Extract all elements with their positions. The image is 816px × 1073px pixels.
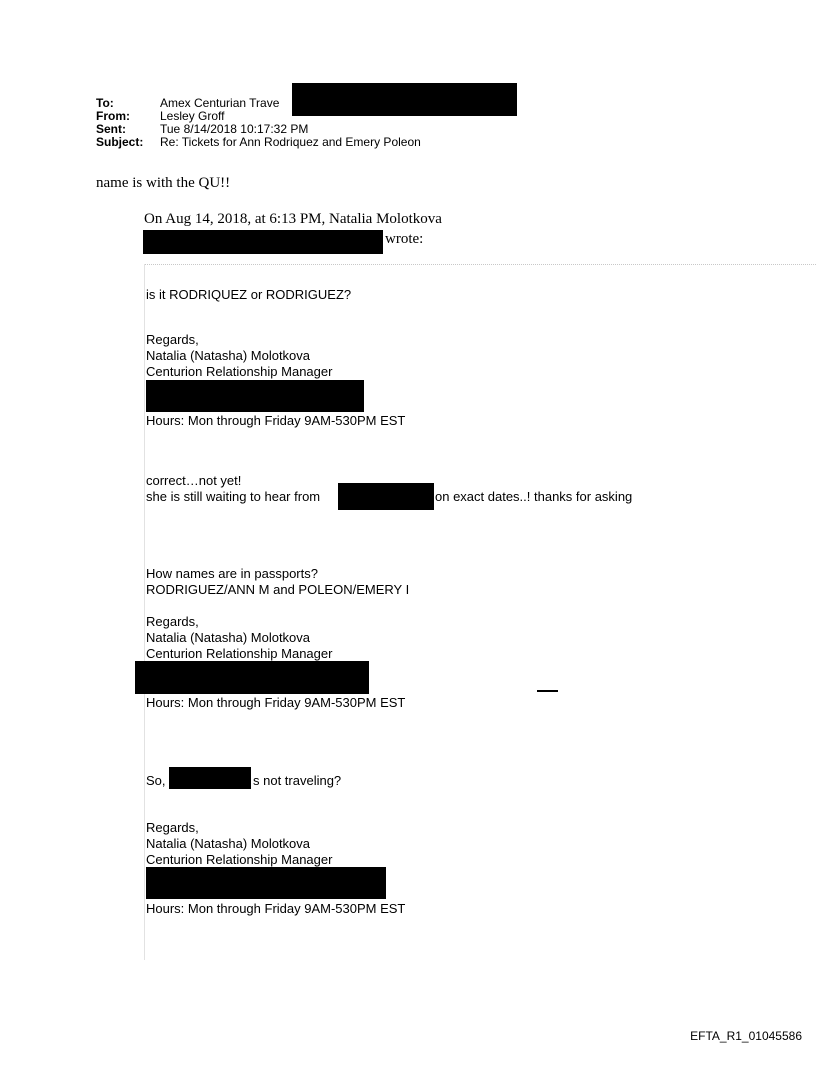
signature-name: Natalia (Natasha) Molotkova bbox=[146, 348, 311, 363]
subject-label: Subject: bbox=[96, 135, 144, 149]
signature-name: Natalia (Natasha) Molotkova bbox=[146, 836, 311, 851]
message3-line1: How names are in passports? bbox=[146, 566, 318, 581]
sent-value: Tue 8/14/2018 10:17:32 PM bbox=[160, 122, 309, 136]
signature-title: Centurion Relationship Manager bbox=[146, 646, 333, 661]
quote-intro-wrote: wrote: bbox=[385, 231, 424, 247]
sent-label: Sent: bbox=[96, 122, 126, 136]
redaction-box bbox=[146, 380, 364, 412]
redaction-box bbox=[135, 661, 369, 694]
message2-line2-end: on exact dates..! thanks for asking bbox=[435, 489, 633, 504]
signature-title: Centurion Relationship Manager bbox=[146, 852, 333, 867]
signature-hours: Hours: Mon through Friday 9AM-530PM EST bbox=[146, 413, 406, 428]
redaction-box bbox=[146, 867, 386, 899]
signature-name: Natalia (Natasha) Molotkova bbox=[146, 630, 311, 645]
reply-text: name is with the QU!! bbox=[96, 175, 231, 191]
signature-regards: Regards, bbox=[146, 820, 199, 835]
subject-value: Re: Tickets for Ann Rodriquez and Emery Poleon bbox=[160, 135, 421, 149]
redaction-box bbox=[338, 483, 434, 510]
signature-regards: Regards, bbox=[146, 614, 199, 629]
signature-title: Centurion Relationship Manager bbox=[146, 364, 333, 379]
redaction-box bbox=[169, 767, 251, 789]
to-value: Amex Centurian Trave bbox=[160, 96, 280, 110]
message3-line2: RODRIGUEZ/ANN M and POLEON/EMERY I bbox=[146, 582, 410, 597]
bates-number: EFTA_R1_01045586 bbox=[690, 1029, 802, 1043]
from-label: From: bbox=[96, 109, 130, 123]
message2-line1: correct…not yet! bbox=[146, 473, 242, 488]
quote-divider bbox=[144, 264, 816, 265]
stray-line bbox=[537, 690, 558, 692]
quote-left-rule bbox=[144, 264, 145, 960]
signature-hours: Hours: Mon through Friday 9AM-530PM EST bbox=[146, 695, 406, 710]
from-value: Lesley Groff bbox=[160, 109, 225, 123]
message4-end: s not traveling? bbox=[253, 773, 342, 788]
message1-question: is it RODRIQUEZ or RODRIGUEZ? bbox=[146, 287, 352, 302]
to-label: To: bbox=[96, 96, 114, 110]
redaction-box bbox=[292, 83, 517, 116]
quote-intro-line: On Aug 14, 2018, at 6:13 PM, Natalia Molotkova bbox=[144, 211, 442, 227]
redaction-box bbox=[143, 230, 383, 254]
message4-start: So, bbox=[146, 773, 166, 788]
signature-regards: Regards, bbox=[146, 332, 199, 347]
signature-hours: Hours: Mon through Friday 9AM-530PM EST bbox=[146, 901, 406, 916]
message2-line2-start: she is still waiting to hear from bbox=[146, 489, 321, 504]
